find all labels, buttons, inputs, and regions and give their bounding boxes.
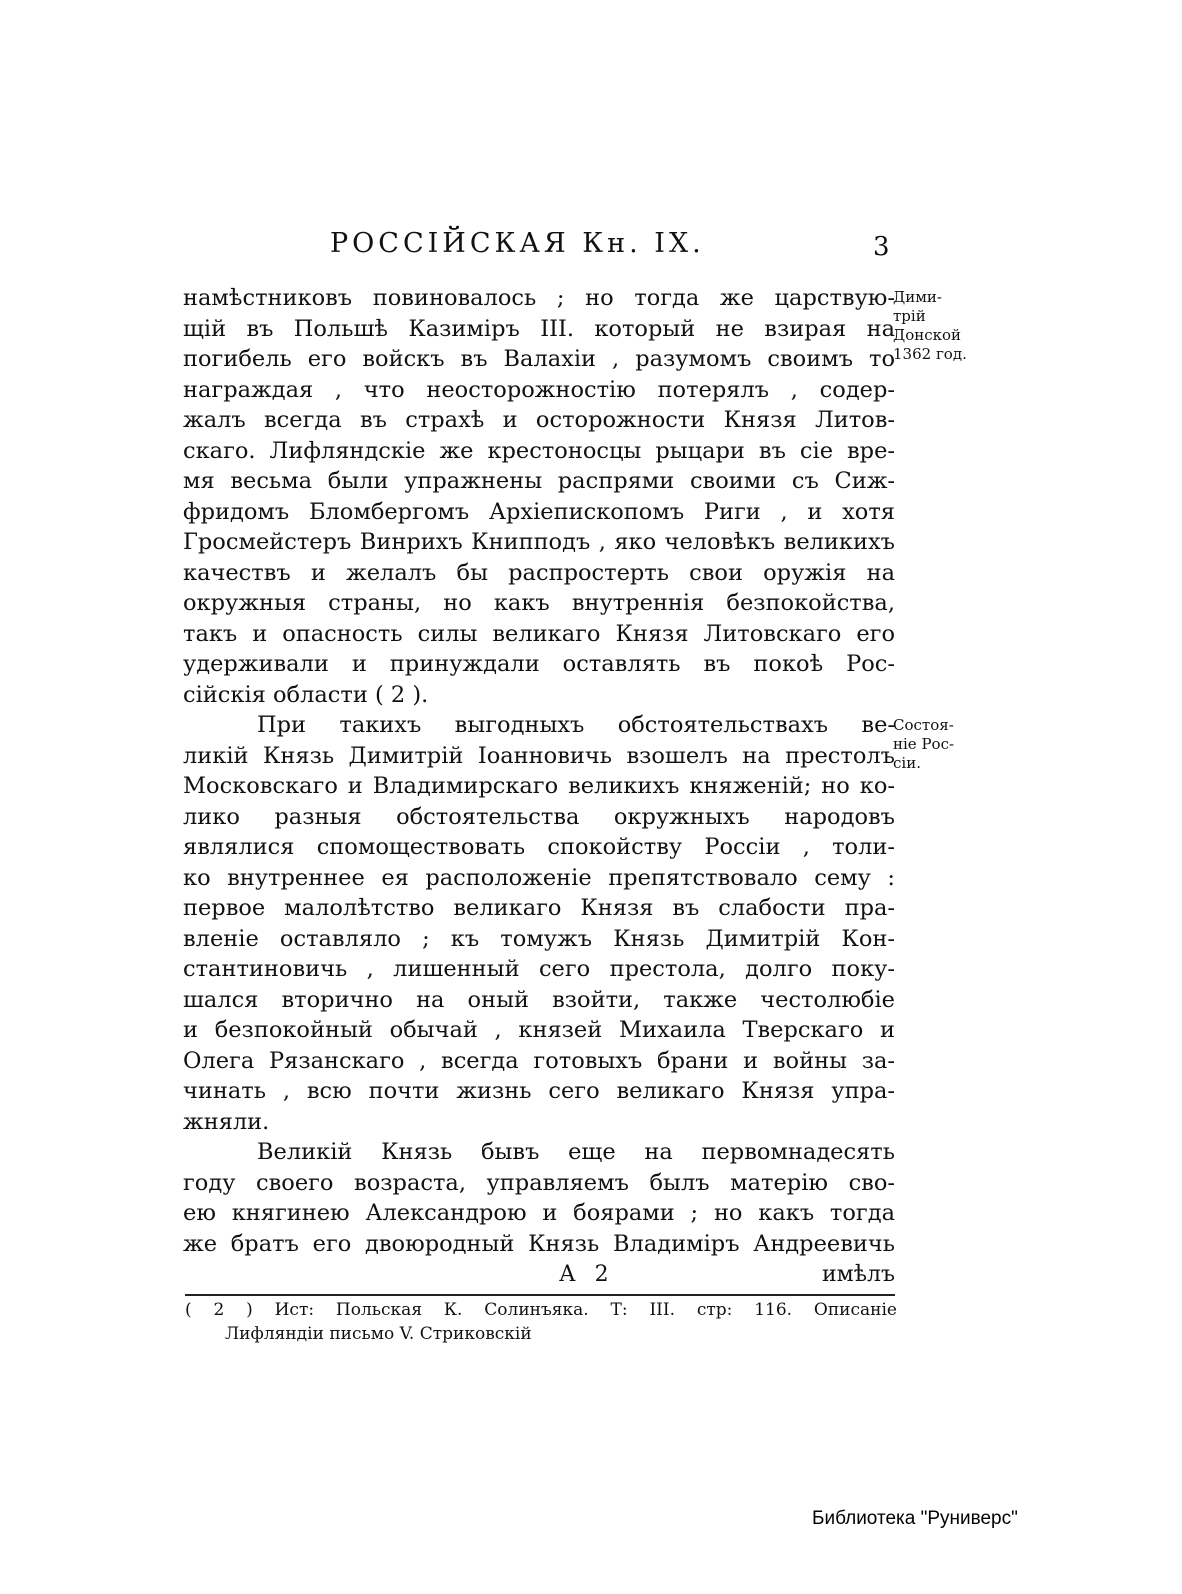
text-line: окружныя страны, но какъ внутреннія безпокойства, [183, 590, 895, 616]
footnote-line: Лифляндіи письмо V. Стриковскій [225, 1324, 532, 1344]
running-head: РОССІЙСКАЯ Кн. IX. [330, 228, 705, 259]
text-line: стантиновичь , лишенный сего престола, долго поку- [183, 956, 895, 982]
text-line: При такихъ выгодныхъ обстоятельствахъ ве- [257, 712, 895, 738]
library-watermark: Библиотека "Руниверс" [812, 1508, 1018, 1529]
text-line: лико разныя обстоятельства окружныхъ народовъ [183, 803, 895, 830]
margin-note: Дими- трій Донской 1362 год. [893, 288, 967, 363]
text-line: награждая , что неосторожностію потерялъ , содер- [183, 376, 895, 403]
text-line: ко внутреннее ея расположеніе препятствовало сему : [183, 864, 895, 891]
text-line: ликій Князь Димитрій Іоанновичь взошелъ на престолъ [183, 742, 895, 769]
text-line: Великій Князь бывъ еще на первомнадесять [257, 1139, 895, 1165]
text-line: ею княгинею Александрою и боярами ; но какъ тогда [183, 1200, 895, 1226]
text-line: качествъ и желалъ бы распростерть свои оружія на [183, 559, 895, 586]
text-line: намѣстниковъ повиновалось ; но тогда же царствую- [183, 285, 895, 311]
text-line: жняли. [183, 1108, 270, 1135]
text-line: шался вторично на оный взойти, также честолюбіе [183, 986, 895, 1013]
text-line: такъ и опасность силы великаго Князя Литовскаго его [183, 620, 895, 647]
text-line: чинать , всю почти жизнь сего великаго Князя упра- [183, 1078, 895, 1104]
text-line: скаго. Лифляндскіе же крестоносцы рыцари въ сіе вре- [183, 437, 895, 464]
text-line: сійскія области ( 2 ). [183, 681, 429, 708]
margin-note: Состоя- ніе Рос- сіи. [893, 716, 955, 772]
text-line: щій въ Польшѣ Казиміръ III. который не взирая на [183, 315, 895, 342]
text-line: удерживали и принуждали оставлять въ покоѣ Рос- [183, 651, 895, 677]
page-number: 3 [873, 232, 890, 262]
text-line: Олега Рязанскаго , всегда готовыхъ брани и войны за- [183, 1047, 895, 1074]
text-line: Московскаго и Владимирскаго великихъ княженій; но ко- [183, 773, 895, 799]
text-line: мя весьма были упражнены распрями своими съ Сиж- [183, 468, 895, 494]
signature-line [183, 1262, 895, 1290]
text-line: и безпокойный обычай , князей Михаила Тверскаго и [183, 1017, 895, 1043]
body-text [183, 283, 895, 1259]
footnote-rule [185, 1294, 895, 1296]
text-line: году своего возраста, управляемъ былъ матерію сво- [183, 1169, 895, 1196]
text-line: жалъ всегда въ страхѣ и осторожности Князя Литов- [183, 407, 895, 433]
signature-mark: А 2 [559, 1262, 615, 1287]
text-line: Гросмейстеръ Винрихъ Книпподъ , яко человѣкъ великихъ [183, 529, 895, 555]
text-line: же братъ его двоюродный Князь Владиміръ Андреевичь [183, 1230, 895, 1257]
catchword: имѣлъ [821, 1262, 895, 1287]
footnote [185, 1298, 897, 1346]
text-line: первое малолѣтство великаго Князя въ слабости пра- [183, 895, 895, 921]
text-line: погибель его войскъ въ Валахіи , разумомъ своимъ то [183, 346, 895, 372]
footnote-line: ( 2 ) Ист: Польская К. Солинъяка. Т: III. стр: 116. Описаніе [185, 1300, 897, 1320]
text-line: фридомъ Бломбергомъ Архіепископомъ Риги , и хотя [183, 498, 895, 525]
text-line: вленіе оставляло ; къ томужъ Князь Димитрій Кон- [183, 925, 895, 952]
text-line: являлися спомоществовать спокойству Россіи , толи- [183, 834, 895, 860]
